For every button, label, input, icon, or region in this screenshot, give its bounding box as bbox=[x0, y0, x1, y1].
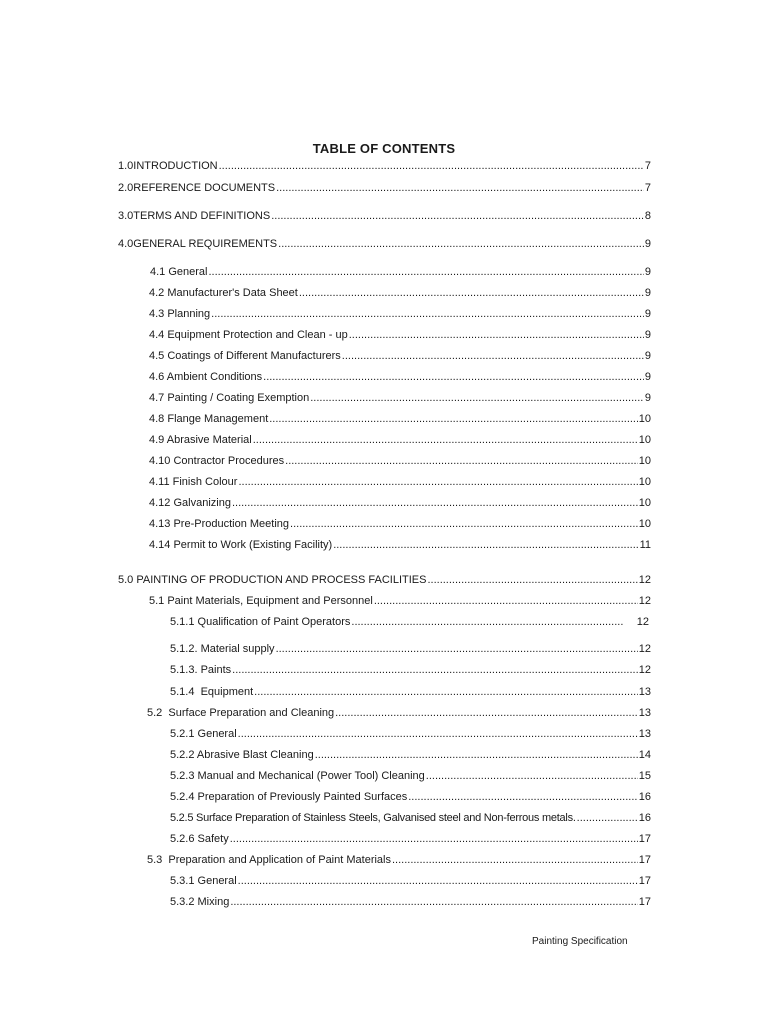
toc-entry-label: 4.12 Galvanizing bbox=[149, 497, 231, 509]
toc-title: TABLE OF CONTENTS bbox=[312, 141, 456, 156]
page-footer: Painting Specification bbox=[532, 936, 628, 947]
toc-leader bbox=[219, 159, 644, 173]
toc-entry-label: 5.3.2 Mixing bbox=[170, 896, 230, 908]
toc-entry-page: 13 bbox=[638, 686, 651, 698]
toc-entry-label: INTRODUCTION bbox=[133, 160, 218, 172]
toc-entry-page: 12 bbox=[638, 595, 651, 607]
toc-leader bbox=[427, 573, 637, 587]
toc-entry[interactable] bbox=[150, 265, 651, 279]
toc-leader bbox=[408, 790, 638, 804]
toc-entry-label: 4.10 Contractor Procedures bbox=[149, 455, 285, 467]
toc-leader bbox=[232, 496, 638, 510]
toc-entry-painting-facilities[interactable] bbox=[118, 573, 651, 587]
toc-leader bbox=[299, 286, 644, 300]
toc-entry[interactable] bbox=[170, 663, 651, 677]
toc-leader bbox=[263, 370, 644, 384]
toc-entry-label: 5.1.3. Paints bbox=[170, 664, 232, 676]
toc-leader bbox=[335, 706, 638, 720]
toc-leader bbox=[269, 412, 638, 426]
toc-entry-label: 4.7 Painting / Coating Exemption bbox=[149, 392, 310, 404]
toc-entry-label: REFERENCE DOCUMENTS bbox=[133, 182, 276, 194]
toc-leader bbox=[310, 391, 644, 405]
toc-entry-page: 9 bbox=[644, 287, 651, 299]
toc-leader bbox=[238, 727, 638, 741]
toc-entry-label: 5.3.1 General bbox=[170, 875, 237, 887]
toc-entry-reference-documents[interactable] bbox=[118, 181, 651, 195]
toc-entry-label: 5.2.1 General bbox=[170, 728, 237, 740]
toc-entry-label: 5.2.3 Manual and Mechanical (Power Tool) Cleaning bbox=[170, 770, 425, 782]
toc-entry-label: 5.2.6 Safety bbox=[170, 833, 229, 845]
toc-entry[interactable] bbox=[149, 328, 651, 342]
toc-leader bbox=[276, 181, 644, 195]
toc-leader bbox=[351, 615, 622, 629]
toc-entry-label: 5.1.1 Qualification of Paint Operators bbox=[170, 616, 351, 628]
toc-entry-page: 10 bbox=[638, 455, 651, 467]
toc-entry-page: 9 bbox=[644, 392, 651, 404]
toc-entry-label: 5.3 Preparation and Application of Paint Materials bbox=[147, 854, 391, 866]
toc-entry-label: 4.6 Ambient Conditions bbox=[149, 371, 263, 383]
toc-entry-page: 7 bbox=[644, 182, 651, 194]
toc-entry[interactable] bbox=[170, 615, 649, 629]
toc-leader bbox=[290, 517, 638, 531]
toc-entry-page: 14 bbox=[638, 749, 651, 761]
toc-entry-page: 16 bbox=[638, 791, 651, 803]
toc-leader bbox=[238, 475, 637, 489]
toc-entry-page: 12 bbox=[638, 574, 651, 586]
toc-entry-page: 17 bbox=[638, 854, 651, 866]
toc-entry-page: 12 bbox=[636, 616, 649, 628]
toc-leader bbox=[426, 769, 638, 783]
toc-leader bbox=[278, 237, 644, 251]
toc-entry-page: 10 bbox=[638, 434, 651, 446]
toc-entry-page: 13 bbox=[638, 707, 651, 719]
toc-leader bbox=[230, 895, 637, 909]
toc-entry-label: 4.4 Equipment Protection and Clean - up bbox=[149, 329, 348, 341]
toc-leader bbox=[254, 685, 638, 699]
toc-entry-page: 10 bbox=[638, 476, 651, 488]
toc-entry-label: GENERAL REQUIREMENTS bbox=[133, 238, 278, 250]
toc-entry-label: 4.14 Permit to Work (Existing Facility) bbox=[149, 539, 333, 551]
toc-entry-general-requirements[interactable] bbox=[118, 237, 651, 251]
toc-entry-label: 4.8 Flange Management bbox=[149, 413, 269, 425]
toc-entry-label: 4.13 Pre-Production Meeting bbox=[149, 518, 290, 530]
toc-entry[interactable] bbox=[149, 433, 651, 447]
toc-entry-label: 5.1 Paint Materials, Equipment and Personnel bbox=[149, 595, 373, 607]
toc-entry-page: 9 bbox=[644, 266, 651, 278]
toc-entry-label: TERMS AND DEFINITIONS bbox=[133, 210, 271, 222]
toc-entry-label: 5.2 Surface Preparation and Cleaning bbox=[147, 707, 335, 719]
toc-entry-page: 12 bbox=[638, 664, 651, 676]
toc-entry-label: 5.1.2. Material supply bbox=[170, 643, 275, 655]
toc-entry-page: 16 bbox=[638, 812, 651, 824]
toc-entry[interactable] bbox=[170, 811, 651, 825]
toc-leader bbox=[230, 832, 638, 846]
toc-leader bbox=[253, 433, 638, 447]
toc-entry-number: 4.0 bbox=[118, 238, 134, 250]
toc-entry-label: 4.9 Abrasive Material bbox=[149, 434, 252, 446]
toc-entry[interactable] bbox=[149, 594, 651, 608]
toc-entry-label: 5.2.5 Surface Preparation of Stainless Steels, Galvanised steel and Non-ferrous metals. bbox=[170, 812, 576, 824]
toc-entry-label: 5.2.4 Preparation of Previously Painted Surfaces bbox=[170, 791, 408, 803]
toc-entry-page: 10 bbox=[638, 413, 651, 425]
toc-entry[interactable] bbox=[170, 874, 651, 888]
toc-entry[interactable] bbox=[170, 685, 651, 699]
toc-entry[interactable] bbox=[170, 790, 651, 804]
toc-leader bbox=[577, 811, 638, 825]
toc-entry-label: 5.0 PAINTING OF PRODUCTION AND PROCESS FACILITIES bbox=[118, 574, 427, 586]
toc-entry-label: 5.1.4 Equipment bbox=[170, 686, 254, 698]
toc-entry[interactable] bbox=[147, 853, 651, 867]
toc-entry[interactable] bbox=[149, 496, 651, 510]
toc-entry-number: 3.0 bbox=[118, 210, 134, 222]
toc-entry-label: 4.1 General bbox=[150, 266, 208, 278]
toc-leader bbox=[374, 594, 638, 608]
toc-entry-page: 8 bbox=[644, 210, 651, 222]
toc-leader bbox=[333, 538, 638, 552]
toc-entry-page: 13 bbox=[638, 728, 651, 740]
toc-entry-terms-definitions[interactable] bbox=[118, 209, 651, 223]
toc-entry-page: 17 bbox=[638, 875, 651, 887]
toc-entry-page: 9 bbox=[644, 308, 651, 320]
toc-leader bbox=[349, 328, 644, 342]
toc-leader bbox=[392, 853, 638, 867]
toc-entry-label: 4.5 Coatings of Different Manufacturers bbox=[149, 350, 341, 362]
toc-leader bbox=[285, 454, 638, 468]
toc-entry-page: 17 bbox=[638, 833, 651, 845]
toc-entry-introduction[interactable] bbox=[118, 159, 651, 173]
toc-entry-label: 5.2.2 Abrasive Blast Cleaning bbox=[170, 749, 314, 761]
toc-entry[interactable] bbox=[149, 349, 651, 363]
toc-entry[interactable] bbox=[149, 517, 651, 531]
toc-entry[interactable] bbox=[149, 286, 651, 300]
toc-entry-page: 10 bbox=[638, 497, 651, 509]
toc-entry[interactable] bbox=[149, 370, 651, 384]
toc-leader bbox=[232, 663, 638, 677]
toc-entry-page: 7 bbox=[644, 160, 651, 172]
toc-entry-label: 4.2 Manufacturer's Data Sheet bbox=[149, 287, 298, 299]
toc-entry-number: 2.0 bbox=[118, 182, 134, 194]
toc-entry-page: 9 bbox=[644, 371, 651, 383]
toc-entry[interactable] bbox=[149, 307, 651, 321]
toc-entry-page: 17 bbox=[638, 896, 651, 908]
toc-entry[interactable] bbox=[147, 706, 651, 720]
toc-entry-page: 9 bbox=[644, 238, 651, 250]
toc-entry-page: 9 bbox=[644, 350, 651, 362]
toc-entry-label: 4.11 Finish Colour bbox=[149, 476, 238, 488]
toc-entry[interactable] bbox=[170, 748, 651, 762]
toc-entry[interactable] bbox=[170, 642, 651, 656]
toc-entry-page: 9 bbox=[644, 329, 651, 341]
toc-leader bbox=[271, 209, 644, 223]
toc-entry-number: 1.0 bbox=[118, 160, 134, 172]
toc-entry[interactable] bbox=[170, 832, 651, 846]
toc-entry[interactable] bbox=[149, 538, 651, 552]
toc-leader bbox=[315, 748, 638, 762]
toc-leader bbox=[238, 874, 638, 888]
toc-leader bbox=[276, 642, 638, 656]
toc-leader bbox=[342, 349, 644, 363]
toc-entry[interactable] bbox=[170, 769, 651, 783]
toc-entry-page: 10 bbox=[638, 518, 651, 530]
toc-entry[interactable] bbox=[170, 895, 651, 909]
toc-leader bbox=[211, 307, 644, 321]
toc-entry[interactable] bbox=[170, 727, 651, 741]
toc-entry-page: 12 bbox=[638, 643, 651, 655]
toc-entry[interactable] bbox=[149, 454, 651, 468]
toc-entry[interactable] bbox=[149, 412, 651, 426]
toc-leader bbox=[208, 265, 643, 279]
toc-entry-label: 4.3 Planning bbox=[149, 308, 211, 320]
toc-entry-page: 15 bbox=[638, 770, 651, 782]
toc-entry[interactable] bbox=[149, 391, 651, 405]
toc-entry-page: 11 bbox=[639, 539, 651, 551]
toc-entry[interactable] bbox=[149, 475, 651, 489]
